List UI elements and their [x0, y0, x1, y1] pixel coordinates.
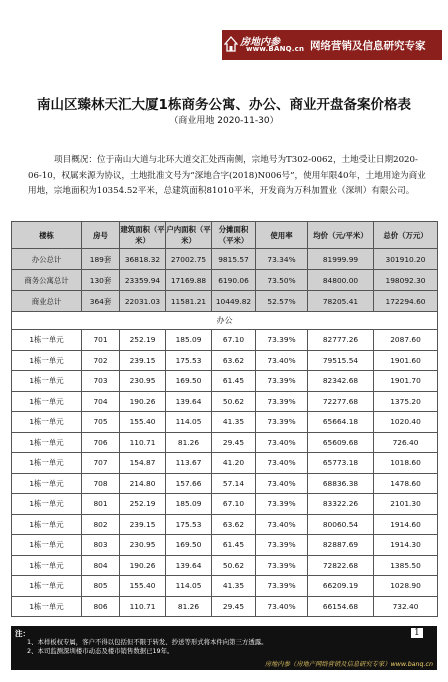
project-overview: 项目概况：位于南山大道与北环大道交汇处西南侧，宗地号为T302-0062，土地受让日期2020-06-10，权属来源为协议，土地批准文号为“深地合字(2018)N006号”，使用年限40年，土地用途为商业用地，宗地面积为10354.52平米，总建筑面积81010平米，开发商为万科加置业（深圳）有限公司。	[28, 155, 426, 197]
cell-shared-area: 63.62	[212, 350, 256, 371]
cell-shared-area: 61.45	[212, 535, 256, 556]
cell-building: 1栋一单元	[12, 494, 82, 515]
cell-usage-rate: 73.39%	[256, 412, 308, 433]
cell-shared-area: 29.45	[212, 432, 256, 453]
cell-usage-rate: 73.39%	[256, 371, 308, 392]
cell-building-area: 23359.94	[120, 270, 166, 291]
summary-row	[12, 270, 438, 291]
cell-building: 1栋一单元	[12, 555, 82, 576]
table-row	[12, 576, 438, 597]
cell-building: 商务公寓总计	[12, 270, 82, 291]
cell-usage-rate: 73.39%	[256, 555, 308, 576]
cell-building: 1栋一单元	[12, 330, 82, 351]
cell-room: 708	[82, 473, 120, 494]
header-total-price: 总价（万元）	[374, 222, 438, 249]
cell-shared-area: 67.10	[212, 330, 256, 351]
cell-avg-price: 82342.68	[308, 371, 374, 392]
cell-usage-rate: 73.50%	[256, 270, 308, 291]
cell-usage-rate: 73.40%	[256, 596, 308, 617]
table-row	[12, 535, 438, 556]
table-row	[12, 412, 438, 433]
header-indoor-area: 户内面积（平米）	[166, 222, 212, 249]
cell-usage-rate: 52.57%	[256, 291, 308, 312]
cell-room: 130套	[82, 270, 120, 291]
cell-total-price: 198092.30	[374, 270, 438, 291]
house-logo-icon	[224, 35, 238, 53]
cell-indoor-area: 175.53	[166, 350, 212, 371]
cell-total-price: 1018.60	[374, 453, 438, 474]
cell-indoor-area: 11581.21	[166, 291, 212, 312]
cell-total-price: 1478.60	[374, 473, 438, 494]
cell-building: 1栋一单元	[12, 350, 82, 371]
cell-shared-area: 41.20	[212, 453, 256, 474]
cell-shared-area: 67.10	[212, 494, 256, 515]
cell-total-price: 1901.60	[374, 350, 438, 371]
header-banner	[222, 30, 442, 60]
cell-indoor-area: 139.64	[166, 391, 212, 412]
cell-building-area: 155.40	[120, 576, 166, 597]
cell-usage-rate: 73.34%	[256, 249, 308, 270]
header-room: 房号	[82, 222, 120, 249]
section-row	[12, 312, 438, 330]
cell-indoor-area: 81.26	[166, 432, 212, 453]
table-row	[12, 432, 438, 453]
header-building-area: 建筑面积（平米）	[120, 222, 166, 249]
cell-usage-rate: 73.39%	[256, 391, 308, 412]
cell-building-area: 36818.32	[120, 249, 166, 270]
cell-building-area: 22031.03	[120, 291, 166, 312]
cell-shared-area: 50.62	[212, 391, 256, 412]
cell-room: 802	[82, 514, 120, 535]
cell-indoor-area: 139.64	[166, 555, 212, 576]
cell-room: 801	[82, 494, 120, 515]
cell-building-area: 110.71	[120, 596, 166, 617]
cell-shared-area: 10449.82	[212, 291, 256, 312]
cell-building-area: 214.80	[120, 473, 166, 494]
cell-shared-area: 9815.57	[212, 249, 256, 270]
cell-indoor-area: 113.67	[166, 453, 212, 474]
footnote-box	[11, 626, 437, 670]
cell-avg-price: 83322.26	[308, 494, 374, 515]
footer-brand-tag: 房地内参（房地产网络营销及信息研究专家）www.banq.cn	[264, 661, 433, 668]
table-row	[12, 350, 438, 371]
cell-avg-price: 82777.26	[308, 330, 374, 351]
brand-slogan: 网络营销及信息研究专家	[310, 40, 426, 52]
footnote-label: 注：	[15, 629, 30, 638]
cell-total-price: 726.40	[374, 432, 438, 453]
table-row	[12, 514, 438, 535]
cell-usage-rate: 73.39%	[256, 576, 308, 597]
brand-url: www.BANQ.cn	[246, 45, 305, 53]
cell-avg-price: 68836.38	[308, 473, 374, 494]
cell-building: 1栋一单元	[12, 473, 82, 494]
cell-building: 1栋一单元	[12, 596, 82, 617]
cell-indoor-area: 27002.75	[166, 249, 212, 270]
header-usage-rate: 使用率	[256, 222, 308, 249]
cell-building-area: 110.71	[120, 432, 166, 453]
brand-name: 房地内参	[240, 37, 280, 48]
cell-usage-rate: 73.39%	[256, 535, 308, 556]
cell-avg-price: 66154.68	[308, 596, 374, 617]
cell-room: 703	[82, 371, 120, 392]
table-row	[12, 473, 438, 494]
cell-usage-rate: 73.40%	[256, 432, 308, 453]
header-building: 楼栋	[12, 222, 82, 249]
cell-avg-price: 82887.69	[308, 535, 374, 556]
cell-building-area: 154.87	[120, 453, 166, 474]
summary-row	[12, 249, 438, 270]
cell-building: 1栋一单元	[12, 412, 82, 433]
header-shared-area: 分摊面积（平米）	[212, 222, 256, 249]
cell-room: 701	[82, 330, 120, 351]
cell-building-area: 190.26	[120, 391, 166, 412]
table-row	[12, 453, 438, 474]
cell-avg-price: 65773.18	[308, 453, 374, 474]
cell-shared-area: 6190.06	[212, 270, 256, 291]
cell-total-price: 1901.70	[374, 371, 438, 392]
cell-avg-price: 66209.19	[308, 576, 374, 597]
cell-shared-area: 41.35	[212, 576, 256, 597]
cell-usage-rate: 73.39%	[256, 494, 308, 515]
cell-total-price: 2087.60	[374, 330, 438, 351]
cell-building-area: 230.95	[120, 535, 166, 556]
cell-building-area: 230.95	[120, 371, 166, 392]
cell-room: 707	[82, 453, 120, 474]
cell-shared-area: 63.62	[212, 514, 256, 535]
cell-total-price: 732.40	[374, 596, 438, 617]
cell-room: 706	[82, 432, 120, 453]
cell-total-price: 1028.90	[374, 576, 438, 597]
cell-total-price: 1375.20	[374, 391, 438, 412]
cell-total-price: 172294.60	[374, 291, 438, 312]
cell-indoor-area: 114.05	[166, 412, 212, 433]
cell-indoor-area: 157.66	[166, 473, 212, 494]
cell-usage-rate: 73.40%	[256, 514, 308, 535]
cell-building-area: 155.40	[120, 412, 166, 433]
cell-building-area: 252.19	[120, 330, 166, 351]
cell-building: 1栋一单元	[12, 391, 82, 412]
cell-indoor-area: 17169.88	[166, 270, 212, 291]
cell-usage-rate: 73.40%	[256, 453, 308, 474]
cell-building-area: 239.15	[120, 350, 166, 371]
cell-shared-area: 29.45	[212, 596, 256, 617]
cell-building: 1栋一单元	[12, 535, 82, 556]
table-row	[12, 330, 438, 351]
cell-shared-area: 50.62	[212, 555, 256, 576]
cell-building: 1栋一单元	[12, 371, 82, 392]
cell-building: 商业总计	[12, 291, 82, 312]
cell-avg-price: 72277.68	[308, 391, 374, 412]
cell-avg-price: 80060.54	[308, 514, 374, 535]
cell-total-price: 2101.30	[374, 494, 438, 515]
cell-shared-area: 57.14	[212, 473, 256, 494]
cell-shared-area: 61.45	[212, 371, 256, 392]
cell-building: 1栋一单元	[12, 453, 82, 474]
cell-building: 办公总计	[12, 249, 82, 270]
section-label: 办公	[12, 312, 438, 330]
cell-avg-price: 65609.68	[308, 432, 374, 453]
cell-room: 806	[82, 596, 120, 617]
cell-avg-price: 79515.54	[308, 350, 374, 371]
table-row	[12, 494, 438, 515]
cell-indoor-area: 169.50	[166, 535, 212, 556]
cell-indoor-area: 185.09	[166, 330, 212, 351]
cell-total-price: 1385.50	[374, 555, 438, 576]
cell-shared-area: 41.35	[212, 412, 256, 433]
document-subtitle: （商业用地 2020-11-30）	[169, 116, 279, 126]
cell-avg-price: 78205.41	[308, 291, 374, 312]
page-number: 1	[411, 628, 423, 638]
table-row	[12, 596, 438, 617]
cell-indoor-area: 175.53	[166, 514, 212, 535]
cell-total-price: 301910.20	[374, 249, 438, 270]
cell-avg-price: 81999.99	[308, 249, 374, 270]
cell-avg-price: 84800.00	[308, 270, 374, 291]
cell-usage-rate: 73.40%	[256, 473, 308, 494]
cell-building: 1栋一单元	[12, 432, 82, 453]
cell-indoor-area: 114.05	[166, 576, 212, 597]
price-table	[11, 221, 438, 617]
cell-room: 805	[82, 576, 120, 597]
cell-indoor-area: 169.50	[166, 371, 212, 392]
table-row	[12, 371, 438, 392]
document-title: 南山区臻林天汇大厦1栋商务公寓、办公、商业开盘备案价格表	[37, 97, 411, 113]
cell-avg-price: 72822.68	[308, 555, 374, 576]
cell-usage-rate: 73.40%	[256, 350, 308, 371]
cell-room: 364套	[82, 291, 120, 312]
cell-room: 189套	[82, 249, 120, 270]
cell-building-area: 190.26	[120, 555, 166, 576]
cell-total-price: 1914.30	[374, 535, 438, 556]
cell-room: 702	[82, 350, 120, 371]
cell-indoor-area: 81.26	[166, 596, 212, 617]
cell-building-area: 239.15	[120, 514, 166, 535]
cell-room: 804	[82, 555, 120, 576]
cell-building-area: 252.19	[120, 494, 166, 515]
table-row	[12, 555, 438, 576]
cell-avg-price: 65664.18	[308, 412, 374, 433]
footnote-line-1: 1、本样板权专属，客户不得以包括但不限于转发、抄送等形式将本件向第三方透露。	[27, 638, 268, 646]
cell-total-price: 1020.40	[374, 412, 438, 433]
footnote-line-2: 2、本司监测深圳楼市动态及楼市销售数据已19年。	[27, 647, 174, 655]
cell-room: 803	[82, 535, 120, 556]
cell-building: 1栋一单元	[12, 576, 82, 597]
cell-room: 704	[82, 391, 120, 412]
summary-row	[12, 291, 438, 312]
header-avg-price: 均价（元/平米）	[308, 222, 374, 249]
cell-room: 705	[82, 412, 120, 433]
table-row	[12, 391, 438, 412]
cell-usage-rate: 73.39%	[256, 330, 308, 351]
cell-indoor-area: 185.09	[166, 494, 212, 515]
table-header-row	[12, 222, 438, 249]
cell-total-price: 1914.60	[374, 514, 438, 535]
cell-building: 1栋一单元	[12, 514, 82, 535]
